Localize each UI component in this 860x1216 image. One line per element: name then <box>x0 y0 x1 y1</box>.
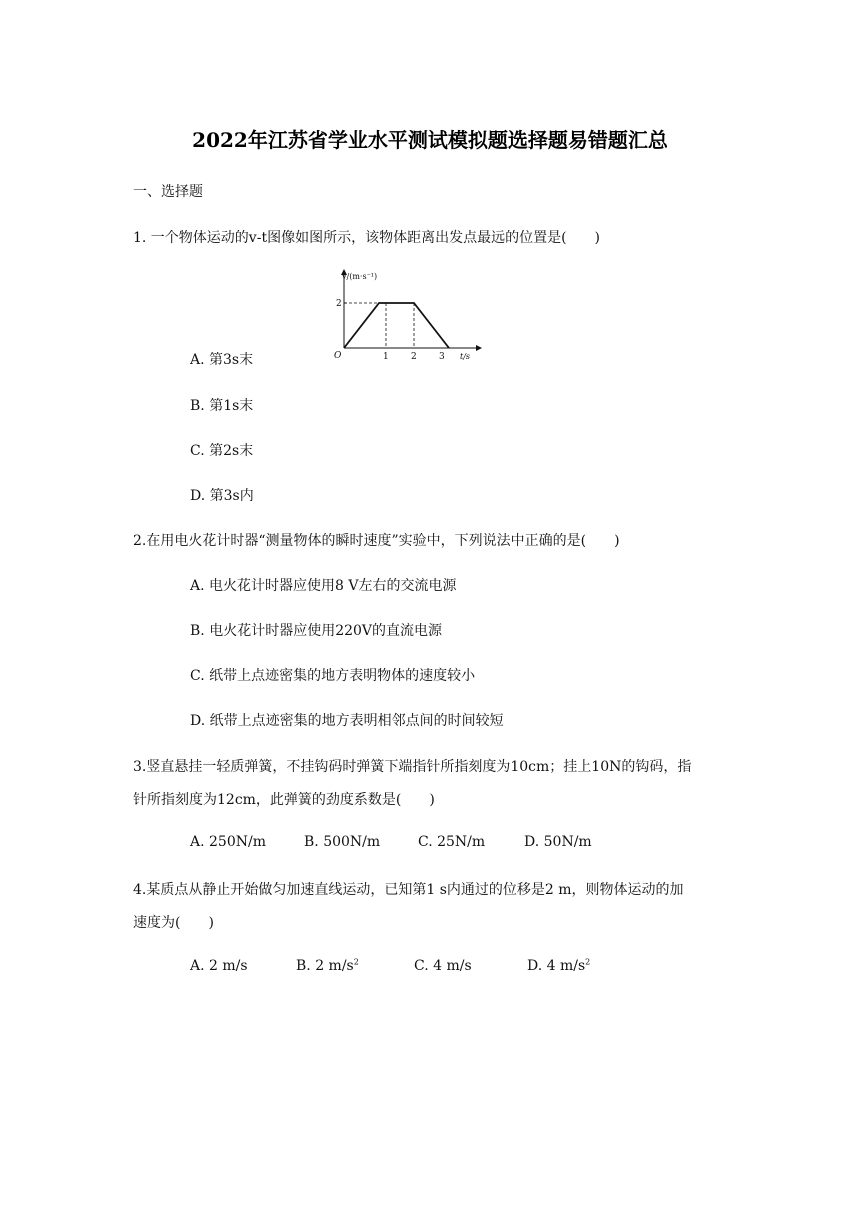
q4-option-a: A. 2 m/s <box>190 958 248 974</box>
x-tick-label-1: 1 <box>383 352 389 362</box>
question-2-stem: 2.在用电火花计时器“测量物体的瞬时速度”实验中，下列说法中正确的是( ) <box>133 533 620 549</box>
q1-option-c: C. 第2s末 <box>190 443 254 459</box>
x-tick-label-2: 2 <box>411 352 417 362</box>
q2-option-c: C. 纸带上点迹密集的地方表明物体的速度较小 <box>190 668 476 684</box>
q1-option-d: D. 第3s内 <box>190 488 254 504</box>
page-title: 2022年江苏省学业水平测试模拟题选择题易错题汇总 <box>192 128 668 152</box>
q1-option-b: B. 第1s末 <box>190 398 254 414</box>
vt-graph <box>326 266 482 364</box>
question-4-stem-line-2: 速度为( ) <box>133 915 214 931</box>
x-axis-label: t/s <box>460 352 471 361</box>
q3-option-b: B. 500N/m <box>304 834 381 850</box>
question-3-stem-line-1: 3.竖直悬挂一轻质弹簧，不挂钩码时弹簧下端指针所指刻度为10cm；挂上10N的钩码，指 <box>133 759 692 775</box>
question-3-stem-line-2: 针所指刻度为12cm，此弹簧的劲度系数是( ) <box>133 792 435 808</box>
y-tick-label: 2 <box>336 299 342 309</box>
y-axis-label: v/(m·s⁻¹) <box>342 272 378 281</box>
q2-option-a: A. 电火花计时器应使用8 V左右的交流电源 <box>190 578 457 594</box>
x-axis-arrow <box>476 345 482 351</box>
question-4-stem-line-1: 4.某质点从静止开始做匀加速直线运动，已知第1 s内通过的位移是2 m，则物体运动的加 <box>133 882 684 898</box>
q2-option-d: D. 纸带上点迹密集的地方表明相邻点间的时间较短 <box>190 713 504 729</box>
section-heading: 一、选择题 <box>133 184 203 200</box>
q4-option-c: C. 4 m/s <box>414 958 472 974</box>
x-tick-label-3: 3 <box>439 352 445 362</box>
q3-option-c: C. 25N/m <box>418 834 486 850</box>
vt-series-line <box>344 303 449 348</box>
q1-option-a: A. 第3s末 <box>190 352 254 368</box>
q3-option-d: D. 50N/m <box>524 834 592 850</box>
q4-option-d: D. 4 $m/s^2$ <box>527 957 591 974</box>
q4-option-d-exponent: 2 <box>585 957 591 967</box>
origin-label: O <box>334 351 342 361</box>
q4-option-b-exponent: 2 <box>353 957 359 967</box>
q4-option-b: B. 2 $m/s^2$ <box>296 957 359 974</box>
question-1-stem: 1. 一个物体运动的v-t图像如图所示，该物体距离出发点最远的位置是( ) <box>133 230 600 246</box>
q3-option-a: A. 250N/m <box>190 834 266 850</box>
q2-option-b: B. 电火花计时器应使用220V的直流电源 <box>190 623 443 639</box>
